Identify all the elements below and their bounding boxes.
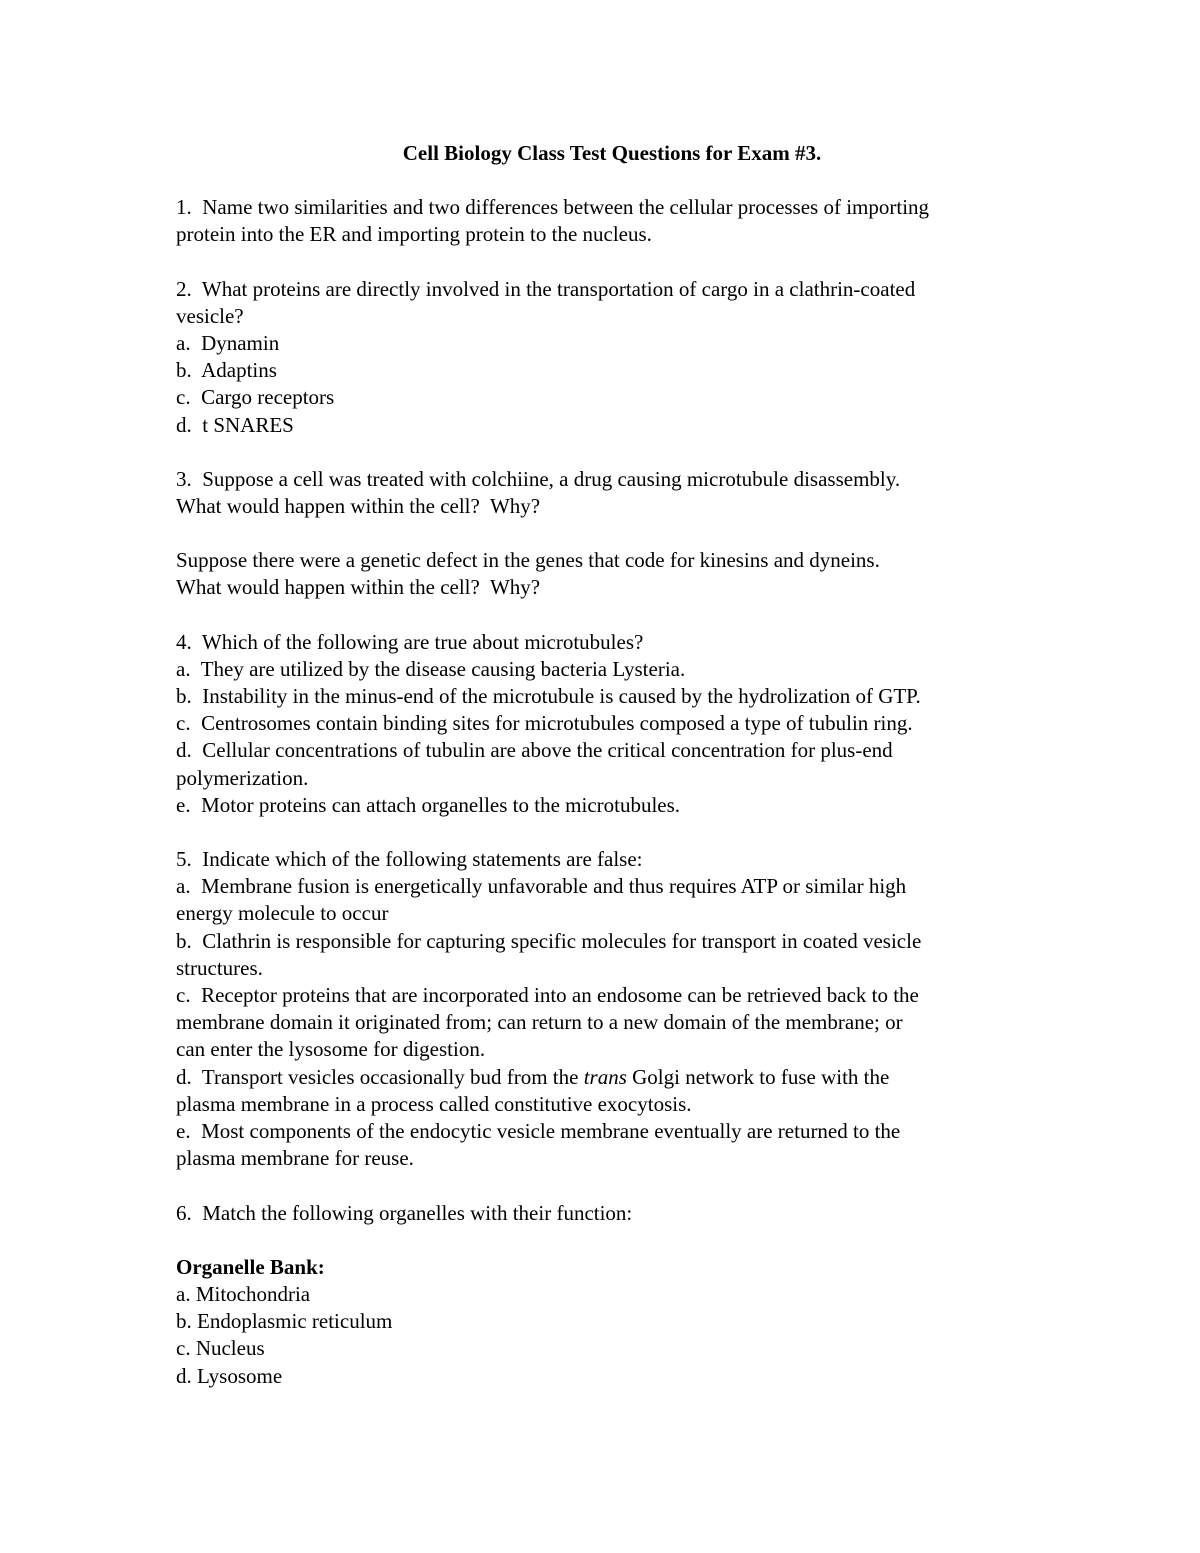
organelle-bank bbox=[176, 1254, 1036, 1390]
question-5-option-c-cont-2: can enter the lysosome for digestion. bbox=[176, 1037, 486, 1062]
question-4-option-b: b. Instability in the minus-end of the microtubule is caused by the hydrolization of GTP. bbox=[176, 684, 921, 709]
organelle-bank-item-a: a. Mitochondria bbox=[176, 1281, 311, 1306]
question-5-option-e-cont: plasma membrane for reuse. bbox=[176, 1146, 414, 1171]
question-4-option-c: c. Centrosomes contain binding sites for microtubules composed a type of tubulin ring. bbox=[176, 711, 913, 736]
question-4-option-e: e. Motor proteins can attach organelles to the microtubules. bbox=[176, 792, 681, 817]
question-5 bbox=[176, 846, 1036, 1172]
question-3-line-1: 3. Suppose a cell was treated with colchiine, a drug causing microtubule disassembly. bbox=[176, 466, 901, 491]
organelle-bank-title: Organelle Bank: bbox=[176, 1254, 325, 1279]
question-1-line-2: protein into the ER and importing protein to the nucleus. bbox=[176, 222, 652, 247]
question-6-line-1: 6. Match the following organelles with their function: bbox=[176, 1200, 633, 1225]
organelle-bank-item-c: c. Nucleus bbox=[176, 1336, 265, 1361]
question-4-option-d: d. Cellular concentrations of tubulin are above the critical concentration for plus-end bbox=[176, 738, 893, 763]
question-6 bbox=[176, 1200, 1036, 1227]
question-5-option-d-suffix: Golgi network to fuse with the bbox=[626, 1064, 890, 1089]
question-5-option-d-cont: plasma membrane in a process called constitutive exocytosis. bbox=[176, 1091, 692, 1116]
question-5-option-c: c. Receptor proteins that are incorporated into an endosome can be retrieved back to the bbox=[176, 983, 919, 1008]
question-4-option-a: a. They are utilized by the disease causing bacteria Lysteria. bbox=[176, 656, 686, 681]
question-5-option-d bbox=[176, 1064, 1036, 1091]
question-5-option-d-italic: trans bbox=[583, 1064, 627, 1089]
question-5-option-c-cont-1: membrane domain it originated from; can return to a new domain of the membrane; or bbox=[176, 1010, 903, 1035]
question-4 bbox=[176, 629, 1036, 819]
question-5-option-a: a. Membrane fusion is energetically unfavorable and thus requires ATP or similar high bbox=[176, 874, 907, 899]
question-3 bbox=[176, 466, 1036, 520]
question-5-line-1: 5. Indicate which of the following statements are false: bbox=[176, 847, 643, 872]
question-2-option-d: d. t SNARES bbox=[176, 412, 294, 437]
question-5-option-b-cont: structures. bbox=[176, 955, 263, 980]
question-2-option-c: c. Cargo receptors bbox=[176, 385, 335, 410]
question-4-line-1: 4. Which of the following are true about microtubules? bbox=[176, 629, 644, 654]
question-3-line-4: What would happen within the cell? Why? bbox=[176, 575, 541, 600]
question-5-option-b: b. Clathrin is responsible for capturing specific molecules for transport in coated vesicle bbox=[176, 928, 922, 953]
question-4-option-d-cont: polymerization. bbox=[176, 765, 309, 790]
question-3-line-3: Suppose there were a genetic defect in the genes that code for kinesins and dyneins. bbox=[176, 548, 880, 573]
question-5-option-a-cont: energy molecule to occur bbox=[176, 901, 389, 926]
question-5-option-e: e. Most components of the endocytic vesicle membrane eventually are returned to the bbox=[176, 1119, 901, 1144]
question-2 bbox=[176, 276, 1036, 439]
question-2-option-a: a. Dynamin bbox=[176, 331, 280, 356]
page-title: Cell Biology Class Test Questions for Exam #3. bbox=[402, 141, 822, 165]
organelle-bank-item-d: d. Lysosome bbox=[176, 1363, 283, 1388]
question-3-line-2: What would happen within the cell? Why? bbox=[176, 494, 541, 519]
document-body bbox=[176, 140, 1036, 1417]
organelle-bank-item-b: b. Endoplasmic reticulum bbox=[176, 1309, 393, 1334]
question-3-part-2 bbox=[176, 547, 1036, 601]
question-5-option-d-prefix: d. Transport vesicles occasionally bud from the bbox=[176, 1064, 584, 1089]
question-2-line-1: 2. What proteins are directly involved in the transportation of cargo in a clathrin-coated bbox=[176, 276, 916, 301]
question-1 bbox=[176, 194, 1036, 248]
question-1-line-1: 1. Name two similarities and two differences between the cellular processes of importing bbox=[176, 195, 930, 220]
question-2-option-b: b. Adaptins bbox=[176, 358, 277, 383]
question-2-line-2: vesicle? bbox=[176, 303, 244, 328]
